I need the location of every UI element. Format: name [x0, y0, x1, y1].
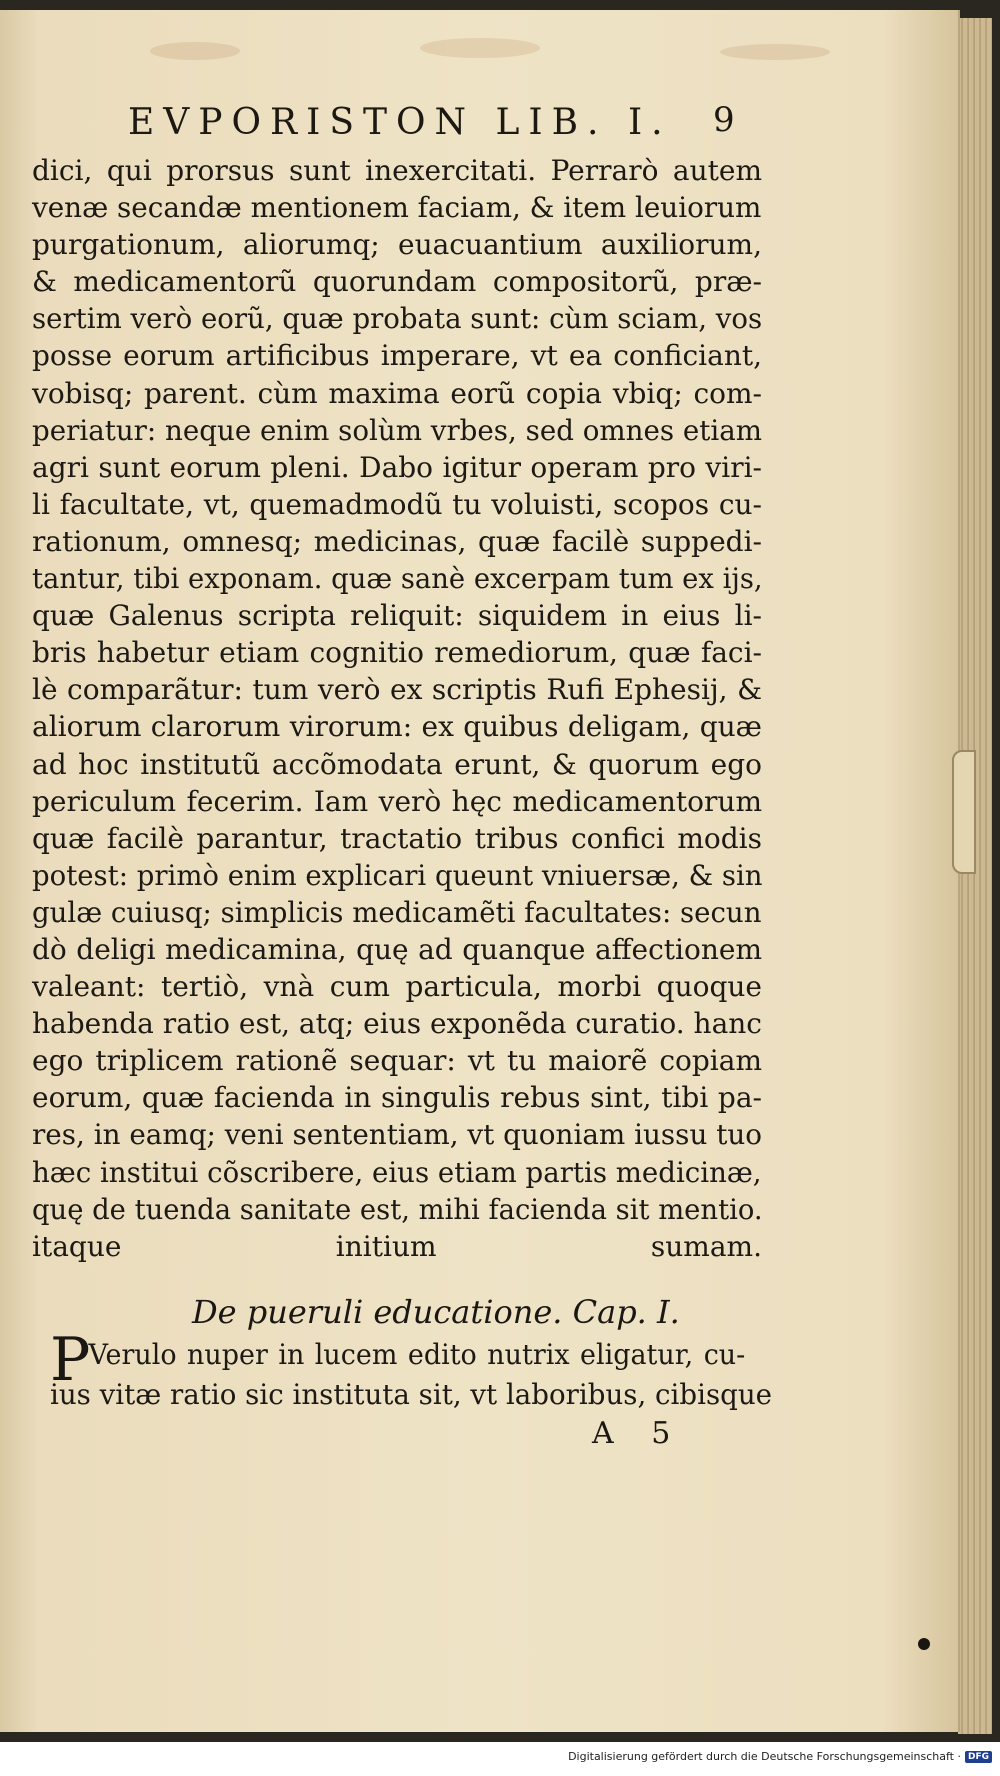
page-number: 9 [713, 100, 735, 140]
text-line: agri sunt eorum pleni. Dabo igitur operam pro viri- [32, 450, 762, 484]
text-line: sertim verò eorũ, quæ probata sunt: cùm sciam, vos [32, 302, 763, 336]
text-line: res, in eamq; veni sententiam, vt quoniam iussu tuo [32, 1118, 763, 1152]
paper-stain [420, 38, 540, 58]
dfg-logo-icon: DFG [965, 1751, 992, 1763]
book-page [0, 10, 960, 1732]
text-line: rationum, omnesq; medicinas, quæ facilè suppedi- [32, 524, 762, 558]
chapter-text [50, 1335, 772, 1415]
text-line: vobisq; parent. cùm maxima eorũ copia vbiq; com- [32, 376, 762, 410]
signature-mark: A 5 [592, 1416, 685, 1451]
text-line: ad hoc institutũ accõmodata erunt, & quorum ego [32, 747, 762, 781]
text-line: periculum fecerim. Iam verò hęc medicamentorum [32, 784, 762, 818]
page-stack-edge [958, 18, 992, 1734]
body-text [32, 152, 762, 1265]
text-line: potest: primò enim explicari queunt vniuersæ, & sin [32, 858, 763, 892]
chapter-initial: P [50, 1325, 91, 1395]
ink-spot [918, 1638, 930, 1650]
text-line: quę de tuenda sanitate est, mihi facienda sit mentio. [32, 1192, 763, 1226]
text-line: aliorum clarorum virorum: ex quibus deligam, quæ [32, 710, 762, 744]
text-line: gulæ cuiusq; simplicis medicamẽti facultates: secun [32, 895, 762, 929]
text-line: eorum, quæ facienda in singulis rebus sint, tibi pa- [32, 1081, 762, 1115]
running-head [0, 90, 958, 150]
running-title: EVPORISTON LIB. I. [128, 102, 672, 143]
text-line: ego triplicem rationẽ sequar: vt tu maiorẽ copiam [32, 1044, 762, 1078]
text-line: quæ facilè parantur, tractatio tribus confici modis [32, 821, 762, 855]
text-line: purgationum, aliorumq; euacuantium auxiliorum, [32, 228, 762, 262]
text-line: dici, qui prorsus sunt inexercitati. Perrarò autem [32, 154, 762, 187]
text-line: habenda ratio est, atq; eius exponẽda curatio. hanc [32, 1007, 762, 1041]
text-line: valeant: tertiò, vnà cum particula, morbi quoque [32, 970, 762, 1004]
text-line: & medicamentorũ quorundam compositorũ, præ- [32, 265, 762, 299]
text-line: venæ secandæ mentionem faciam, & item leuiorum [32, 191, 762, 225]
text-line: itaque initium sumam. [32, 1229, 762, 1263]
text-line: hæc institui cõscribere, eius etiam partis medicinæ, [32, 1155, 762, 1189]
text-line: ius vitæ ratio sic instituta sit, vt laboribus, cibisque [50, 1378, 773, 1411]
footer-credit: Digitalisierung gefördert durch die Deutsche Forschungsgemeinschaft · [568, 1750, 961, 1763]
text-line: Verulo nuper in lucem edito nutrix eligatur, cu- [88, 1338, 746, 1371]
text-line: dò deligi medicamina, quę ad quanque affectionem [32, 932, 762, 966]
text-line: bris habetur etiam cognitio remediorum, quæ faci- [32, 636, 762, 670]
text-line: quæ Galenus scripta reliquit: siquidem in eius li- [32, 599, 762, 633]
text-line: li facultate, vt, quemadmodũ tu voluisti, scopos cu- [32, 487, 762, 521]
text-line: posse eorum artificibus imperare, vt ea conficiant, [32, 339, 762, 373]
chapter-heading: De pueruli educatione. Cap. I. [192, 1293, 680, 1331]
text-line: periatur: neque enim solùm vrbes, sed omnes etiam [32, 413, 763, 447]
text-line: tantur, tibi exponam. quæ sanè excerpam tum ex ijs, [32, 562, 763, 596]
page-clasp-shadow [952, 750, 976, 874]
paper-stain [150, 42, 240, 60]
paper-stain [720, 44, 830, 60]
digitization-footer [568, 1750, 992, 1763]
text-line: lè comparãtur: tum verò ex scriptis Rufi Ephesij, & [32, 673, 762, 707]
